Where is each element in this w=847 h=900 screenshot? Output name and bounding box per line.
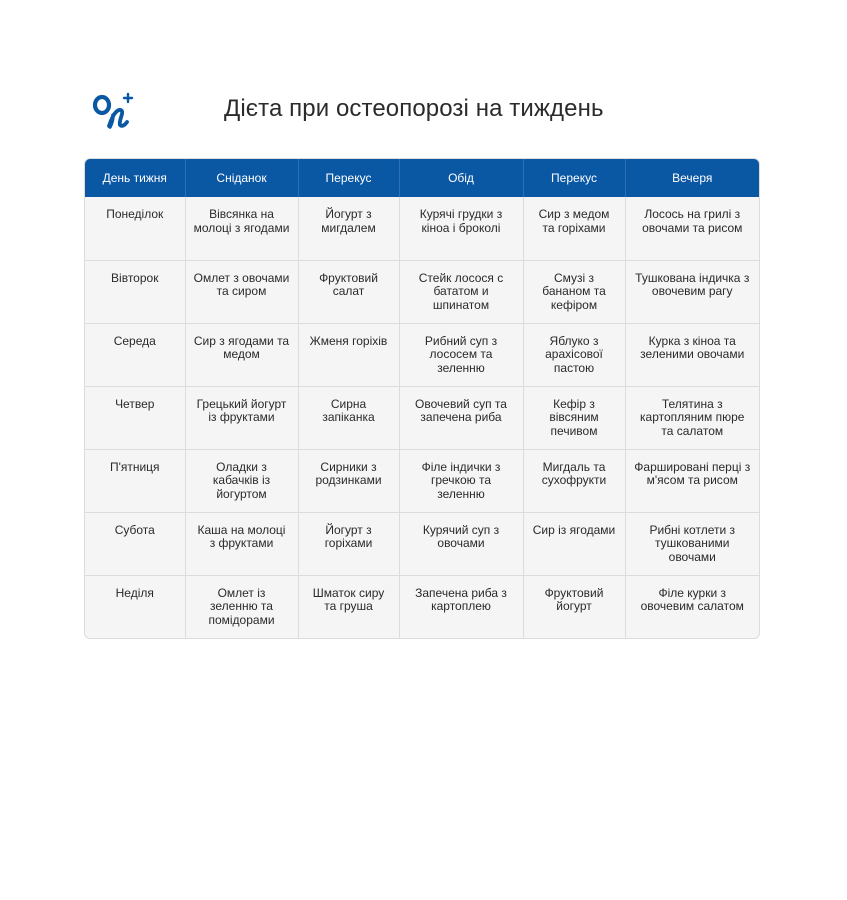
table-cell: Запечена риба з картоплею: [399, 575, 523, 638]
table-cell: Кефір з вівсяним печивом: [523, 386, 625, 449]
table-cell: П'ятниця: [85, 449, 185, 512]
table-cell: Курячий суп з овочами: [399, 512, 523, 575]
table-cell: Неділя: [85, 575, 185, 638]
table-cell: Сирна запіканка: [298, 386, 399, 449]
table-cell: Фруктовий салат: [298, 260, 399, 323]
table-cell: Субота: [85, 512, 185, 575]
header-breakfast: Сніданок: [185, 159, 298, 197]
table-cell: Понеділок: [85, 197, 185, 260]
table-cell: Рибний суп з лососем та зеленню: [399, 323, 523, 386]
table-cell: Середа: [85, 323, 185, 386]
table-row: [85, 260, 759, 323]
table-cell: Оладки з кабачків із йогуртом: [185, 449, 298, 512]
table-cell: Вівсянка на молоці з ягодами: [185, 197, 298, 260]
page-title: Дієта при остеопорозі на тиждень: [224, 95, 604, 122]
table-cell: Жменя горіхів: [298, 323, 399, 386]
table-cell: Фруктовий йогурт: [523, 575, 625, 638]
table-cell: Яблуко з арахісової пастою: [523, 323, 625, 386]
table-cell: Сир з ягодами та медом: [185, 323, 298, 386]
header-day: День тижня: [85, 159, 185, 197]
table-cell: Філе курки з овочевим салатом: [625, 575, 759, 638]
header-dinner: Вечеря: [625, 159, 759, 197]
table-cell: Стейк лосося с бататом и шпинатом: [399, 260, 523, 323]
table-row: [85, 323, 759, 386]
table-cell: Каша на молоці з фруктами: [185, 512, 298, 575]
header-lunch: Обід: [399, 159, 523, 197]
header-snack-1: Перекус: [298, 159, 399, 197]
table-cell: Овочевий суп та запечена риба: [399, 386, 523, 449]
table-row: [85, 449, 759, 512]
table-header-row: [85, 159, 759, 197]
table-cell: Фаршировані перці з м'ясом та рисом: [625, 449, 759, 512]
table-cell: Грецький йогурт із фруктами: [185, 386, 298, 449]
table-cell: Тушкована індичка з овочевим рагу: [625, 260, 759, 323]
table-cell: Омлет з овочами та сиром: [185, 260, 298, 323]
table-cell: Вівторок: [85, 260, 185, 323]
table-cell: Рибні котлети з тушкованими овочами: [625, 512, 759, 575]
table-row: [85, 512, 759, 575]
table-cell: Телятина з картопляним пюре та салатом: [625, 386, 759, 449]
on-plus-logo-icon: [92, 90, 136, 130]
header-snack-2: Перекус: [523, 159, 625, 197]
table-cell: Сирники з родзинками: [298, 449, 399, 512]
table-row: [85, 386, 759, 449]
table-cell: Смузі з бананом та кефіром: [523, 260, 625, 323]
diet-table: [84, 158, 760, 639]
table-cell: Мигдаль та сухофрукти: [523, 449, 625, 512]
table-cell: Курка з кіноа та зеленими овочами: [625, 323, 759, 386]
table-cell: Лосось на грилі з овочами та рисом: [642, 207, 743, 235]
table-row: [85, 575, 759, 638]
table-cell: Курячі грудки з кіноа і броколі: [399, 197, 523, 260]
table-cell: Філе індички з гречкою та зеленню: [399, 449, 523, 512]
table-cell: Омлет із зеленню та помідорами: [185, 575, 298, 638]
table-cell: Йогурт з мигдалем: [298, 197, 399, 260]
table-cell: Сир із ягодами: [523, 512, 625, 575]
table-row: [85, 197, 759, 260]
table-cell: Шматок сиру та груша: [298, 575, 399, 638]
table-cell: Сир з медом та горіхами: [523, 197, 625, 260]
table-cell: Четвер: [85, 386, 185, 449]
table-cell: Йогурт з горіхами: [298, 512, 399, 575]
